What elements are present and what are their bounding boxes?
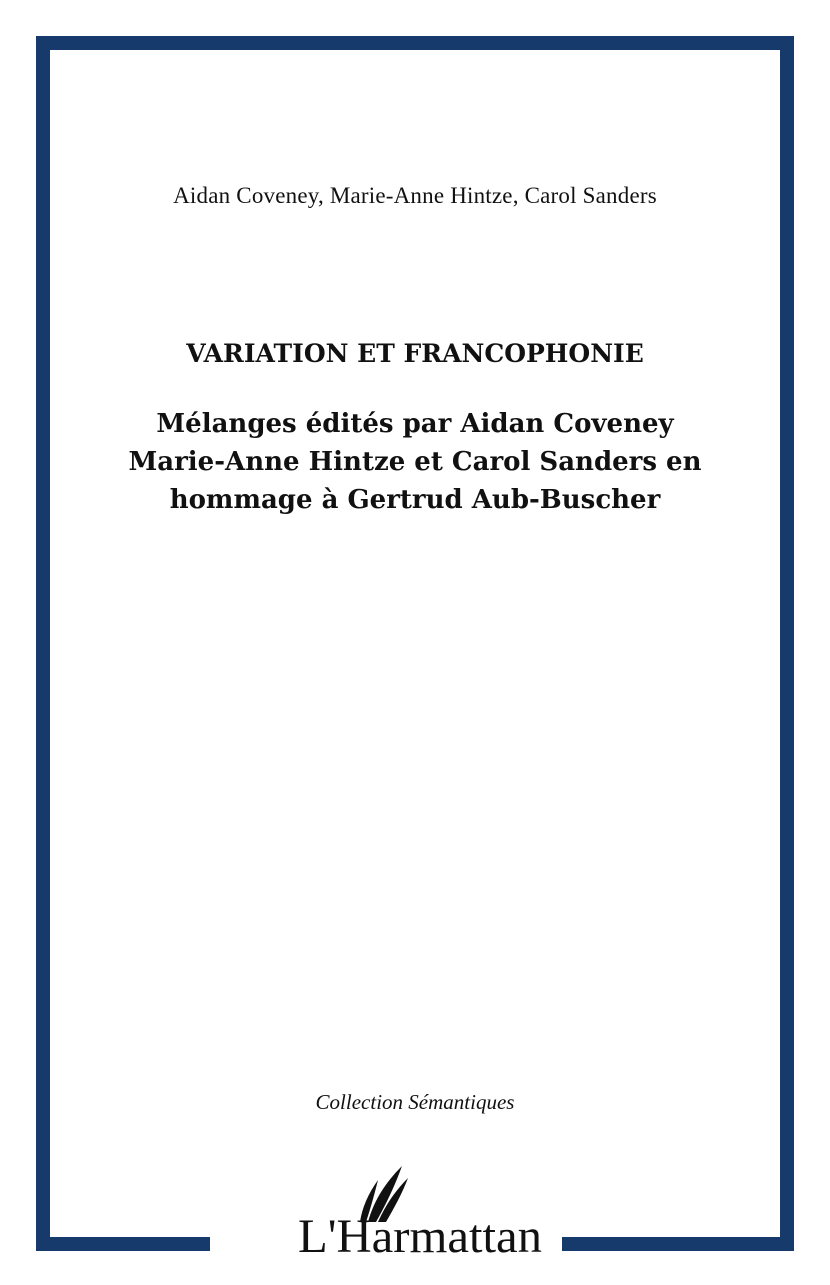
- publisher-name: L'Harmattan: [298, 1210, 542, 1260]
- publisher-logo: [290, 1160, 550, 1260]
- book-subtitle: [50, 405, 780, 519]
- subtitle-line: hommage à Gertrud Aub-Buscher: [169, 485, 661, 515]
- subtitle-line: Marie-Anne Hintze et Carol Sanders en: [128, 447, 702, 477]
- book-title: VARIATION ET FRANCOPHONIE: [186, 339, 644, 368]
- cover-panel: [50, 50, 780, 1237]
- subtitle-line: Mélanges édités par Aidan Coveney: [156, 409, 674, 439]
- authors-line: Aidan Coveney, Marie-Anne Hintze, Carol Sanders: [173, 183, 657, 208]
- cover-frame: [36, 36, 794, 1251]
- collection-name: Collection Sémantiques: [315, 1090, 515, 1114]
